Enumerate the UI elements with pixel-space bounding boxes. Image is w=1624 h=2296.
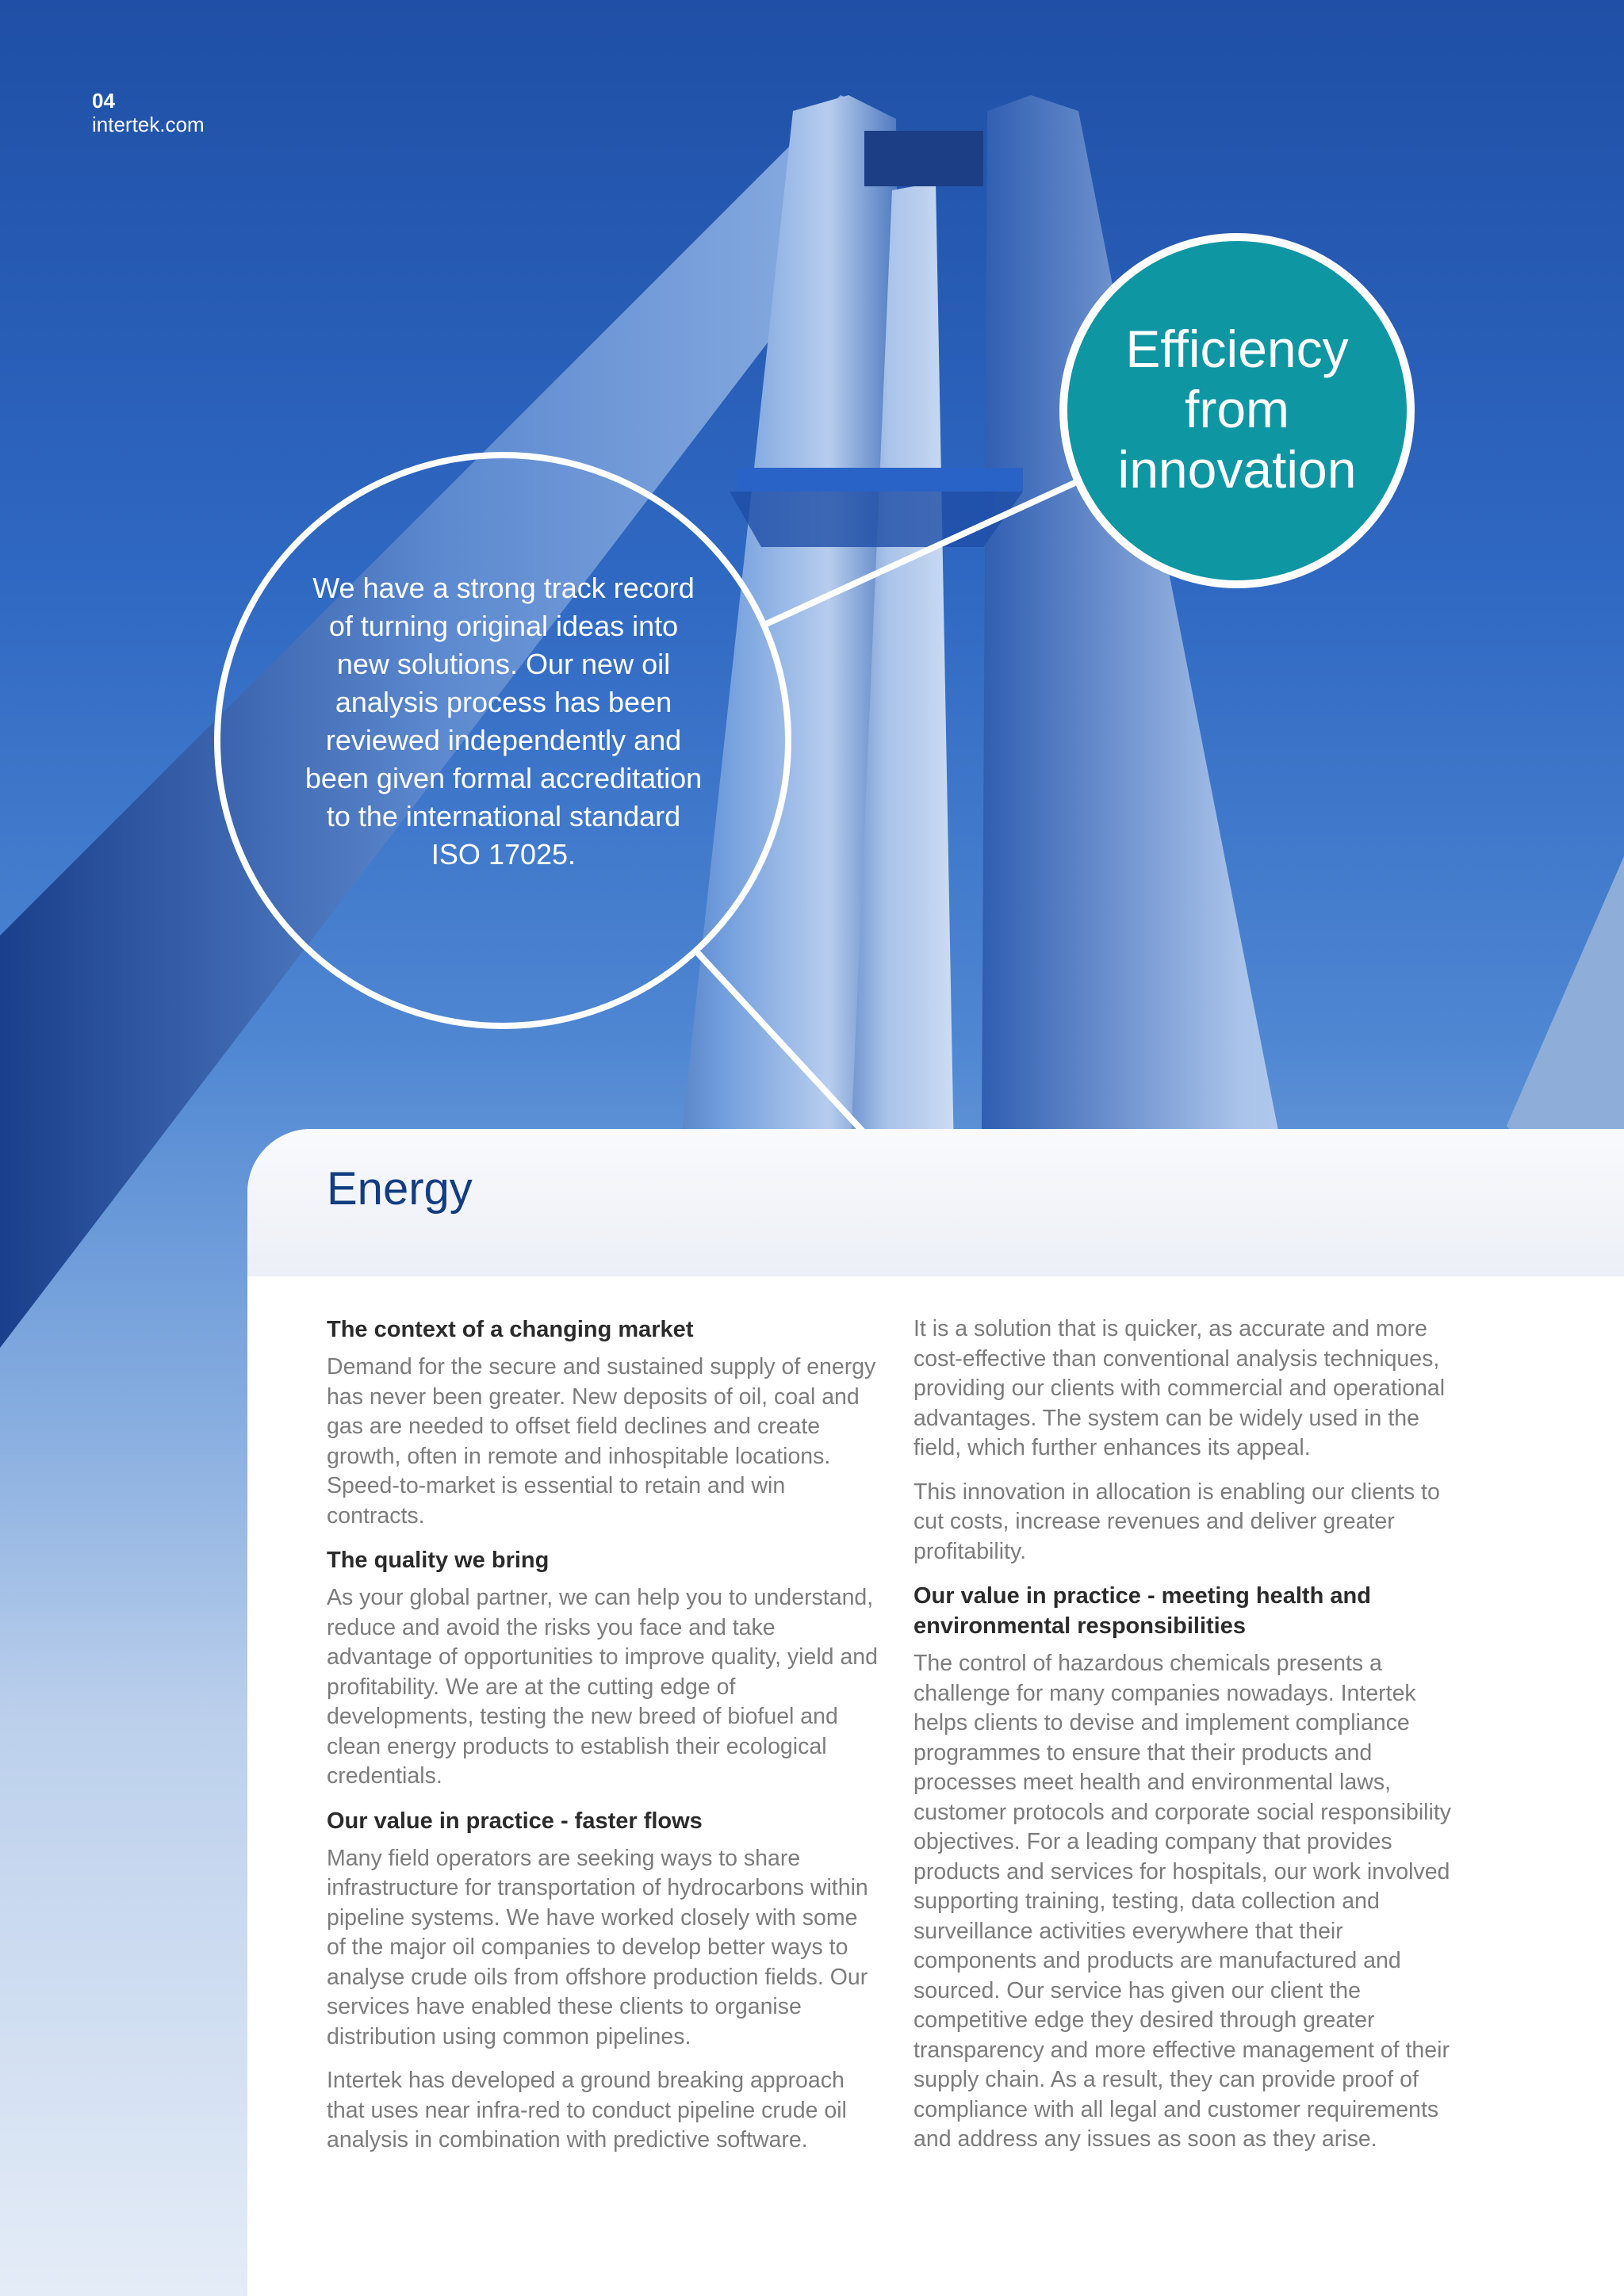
- paragraph-allocation: This innovation in allocation is enabling our clients to cut costs, increase revenues and deliver greater profitability.: [914, 1479, 1440, 1564]
- quote-text: We have a strong track record of turning original ideas into new solutions. Our new oil analysis process has been reviewed independently and been given formal accreditation to the international standard ISO 17025.: [304, 572, 703, 871]
- heading-faster-flows: Our value in practice - faster flows: [327, 1808, 703, 1834]
- right-column: [914, 1314, 1469, 2169]
- page-number: 04: [92, 89, 115, 113]
- paragraph-faster-flows: Many field operators are seeking ways to share infrastructure for transportation of hydrocarbons within pipeline systems. We have worked closely with some of the major oil companies to develop better ways to analyse crude oils from offshore production fields. Our services have enabled these clients to organise distribution using common pipelines.: [327, 1845, 868, 2049]
- paragraph-quality: As your global partner, we can help you to understand, reduce and avoid the risks you face and take advantage of opportunities to improve quality, yield and profitability. We are at the cutting edge of developments, testing the new breed of biofuel and clean energy products to establish their ecological credentials.: [327, 1585, 878, 1789]
- heading-quality: The quality we bring: [327, 1548, 550, 1573]
- paragraph-solution: It is a solution that is quicker, as accurate and more cost-effective than conventional analysis techniques, providing our clients with commercial and operational advantages. The system can be widely used in the field, which further enhances its appeal.: [914, 1316, 1446, 1460]
- heading-changing-market: The context of a changing market: [327, 1317, 694, 1342]
- headline: Efficiency from innovation: [1117, 320, 1357, 499]
- section-title: Energy: [327, 1163, 473, 1215]
- left-column: [327, 1314, 882, 2170]
- paragraph-changing-market: Demand for the secure and sustained supply of energy has never been greater. New deposits of oil, coal and gas are needed to offset field declines and create growth, often in remote and inhospitable locations. Speed-to-market is essential to retain and win contracts.: [327, 1354, 876, 1529]
- heading-health-environment: Our value in practice - meeting health and environmental responsibilities: [914, 1583, 1371, 1639]
- paragraph-infrared: Intertek has developed a ground breaking approach that uses near infra-red to conduct pipeline crude oil analysis in combination with predictive software.: [327, 2068, 847, 2152]
- website-url: intertek.com: [92, 113, 205, 136]
- paragraph-hazardous-chemicals: The control of hazardous chemicals presents a challenge for many companies nowadays. Intertek helps clients to devise and implement compliance programmes to ensure that their products and processes meet health and environmental laws, customer protocols and corporate social responsibility objectives. For a leading company that provides products and services for hospitals, our work involved supporting training, testing, data collection and surveillance activities everywhere that their components and products are manufactured and sourced. Our service has given our client the competitive edge they desired through greater transparency and more effective management of their supply chain. As a result, they can provide proof of compliance with all legal and customer requirements and address any issues as soon as they arise.: [914, 1651, 1451, 2152]
